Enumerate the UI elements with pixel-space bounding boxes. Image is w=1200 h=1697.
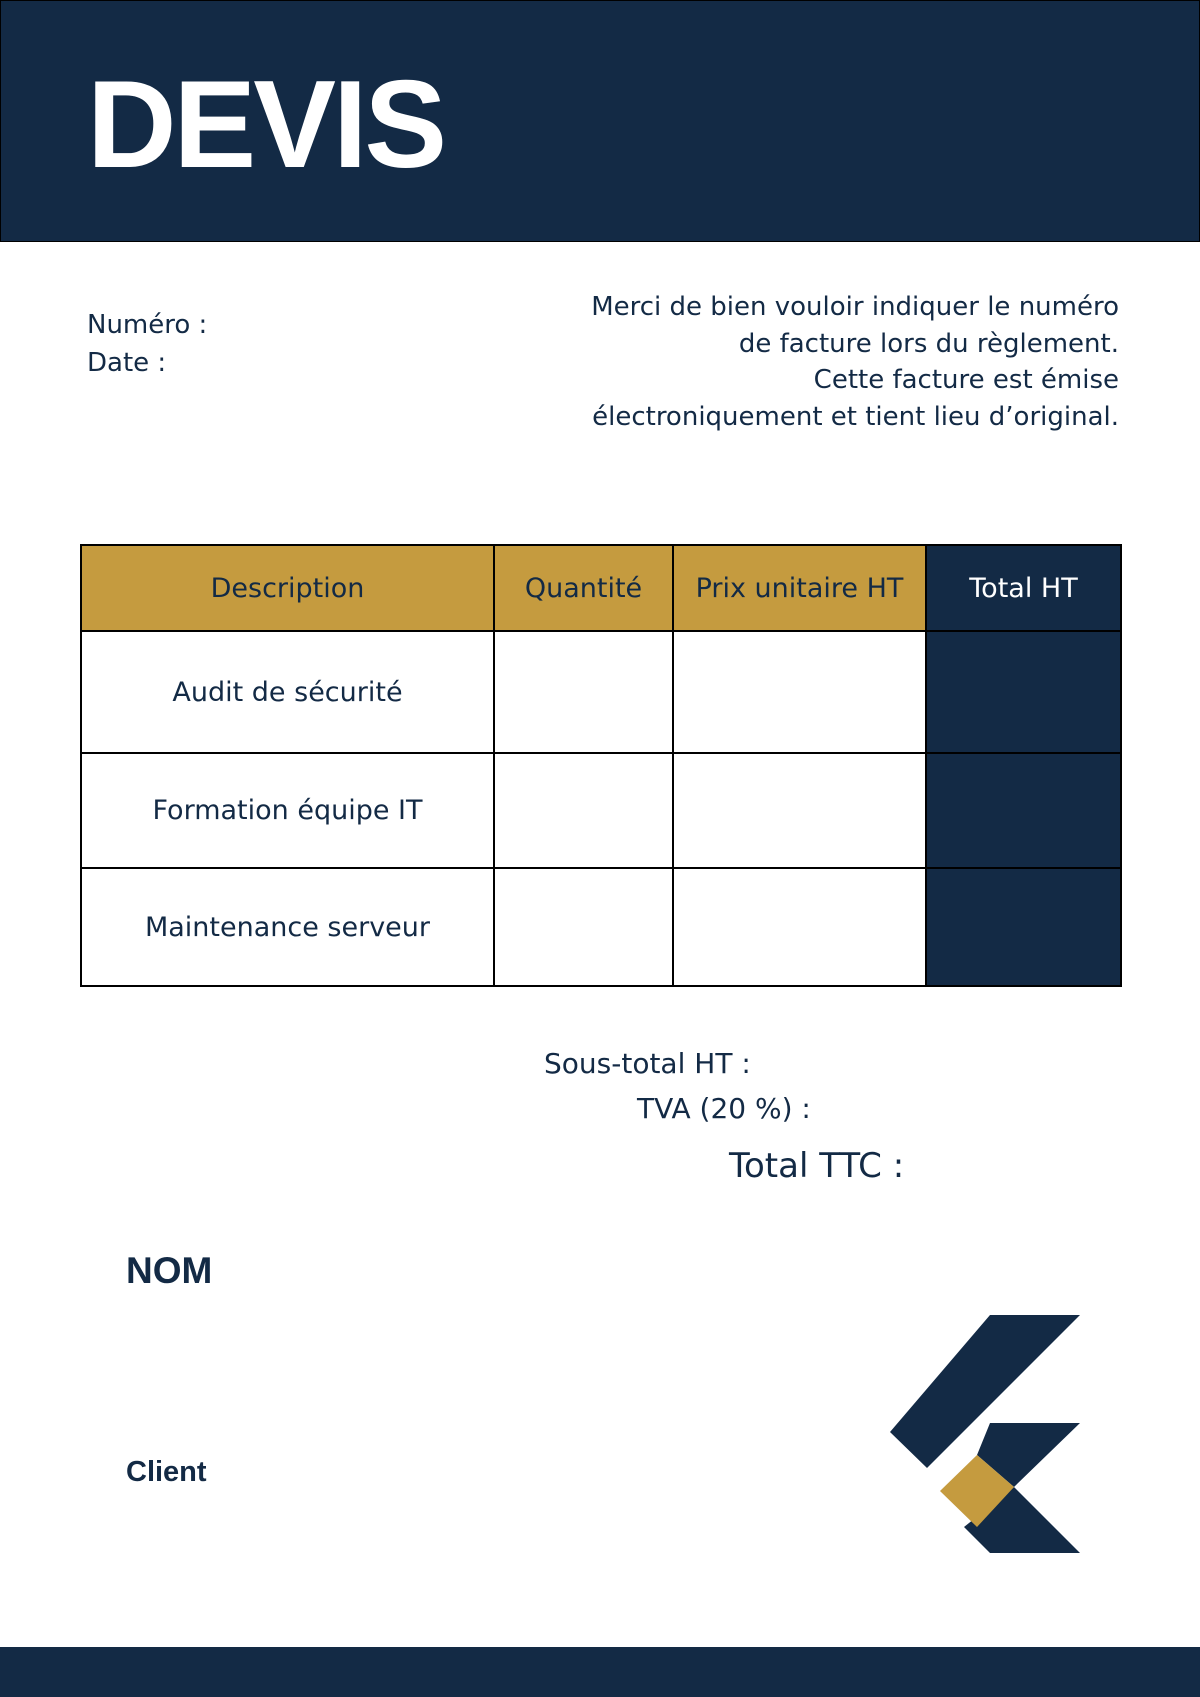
document-title: DEVIS: [87, 56, 445, 194]
chevron-logo-icon: [880, 1315, 1080, 1560]
notice-line: électroniquement et tient lieu d’original.: [592, 401, 1119, 432]
column-header-total: Total HT: [926, 545, 1121, 631]
column-header-unit-price: Prix unitaire HT: [673, 545, 926, 631]
column-header-description: Description: [81, 545, 494, 631]
column-header-quantity: Quantité: [494, 545, 673, 631]
document-meta: [87, 306, 207, 382]
table-header-row: [81, 545, 1121, 631]
cell-quantity: [494, 753, 673, 868]
quote-number-label: Numéro :: [87, 310, 208, 340]
cell-total: [926, 753, 1121, 868]
cell-description: Formation équipe IT: [81, 753, 494, 868]
signatory-role: Client: [126, 1456, 207, 1488]
total-ttc-label: Total TTC :: [729, 1146, 905, 1186]
vat-label: TVA (20 %) :: [637, 1092, 811, 1125]
cell-unit-price: [673, 753, 926, 868]
cell-total: [926, 868, 1121, 986]
quote-date-label: Date :: [87, 348, 167, 378]
cell-quantity: [494, 868, 673, 986]
notice-line: Merci de bien vouloir indiquer le numéro: [591, 292, 1119, 322]
line-items-table: [80, 544, 1122, 987]
table-row: [81, 631, 1121, 753]
cell-total: [926, 631, 1121, 753]
cell-description: Maintenance serveur: [81, 868, 494, 986]
subtotal-label: Sous-total HT :: [544, 1047, 751, 1080]
table-row: [81, 753, 1121, 868]
header-band: [0, 0, 1200, 242]
payment-notice: [559, 289, 1119, 435]
notice-line: Cette facture est émise: [813, 365, 1119, 395]
notice-line: de facture lors du règlement.: [738, 328, 1119, 359]
table-row: [81, 868, 1121, 986]
cell-unit-price: [673, 868, 926, 986]
cell-description: Audit de sécurité: [81, 631, 494, 753]
cell-quantity: [494, 631, 673, 753]
cell-unit-price: [673, 631, 926, 753]
signatory-name: NOM: [126, 1250, 213, 1291]
footer-band: [0, 1647, 1200, 1697]
